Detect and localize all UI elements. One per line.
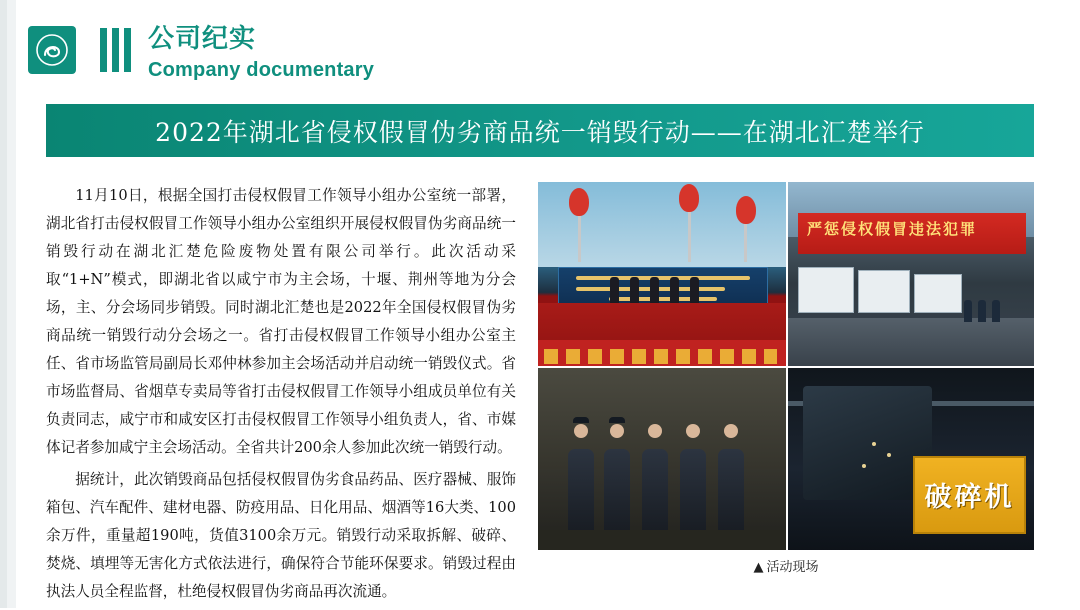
crusher-sign-text: 破碎机: [924, 482, 1015, 514]
caption-text: 活动现场: [766, 560, 819, 575]
three-bars-icon: [100, 28, 131, 72]
photo-crusher-machine: [788, 368, 1034, 550]
header-title-zh: 公司纪实: [148, 23, 257, 53]
photo-ceremony-stage: [538, 182, 786, 366]
company-spiral-logo-icon: [28, 26, 76, 74]
photo-red-banner-trucks: [788, 182, 1034, 366]
caption-triangle-icon: ▲: [753, 560, 764, 575]
red-slogan-banner: [798, 213, 1026, 253]
page-header: [0, 0, 1080, 96]
crusher-sign: [913, 456, 1026, 534]
article-paragraph-2: 据统计，此次销毁商品包括侵权假冒伪劣食品药品、医疗器械、服饰箱包、汽车配件、建材电器、防疫用品、日化用品、烟酒等16大类、100余万件，重量超190吨，货值3100余万元。销毁行动采取拆解、破碎、焚烧、填埋等无害化方式依法进行，确保符合节能环保要求。销毁过程由执法人员全程监督，杜绝侵权假冒伪劣商品再次流通。: [46, 471, 516, 600]
photo-caption: [538, 556, 1034, 575]
section-title-text: 2022年湖北省侵权假冒伪劣商品统一销毁行动——在湖北汇楚举行: [155, 117, 925, 147]
photo-officials-inspection: [538, 368, 786, 550]
article-body: [46, 182, 516, 610]
header-title-en: Company documentary: [148, 59, 375, 81]
article-paragraph-1: 11月10日，根据全国打击侵权假冒工作领导小组办公室统一部署，湖北省打击侵权假冒工作领导小组办公室组织开展侵权假冒伪劣商品统一销毁行动在湖北汇楚危险废物处置有限公司举行。此次活动采取“1+N”模式，即湖北省以咸宁市为主会场，十堰、荆州等地为分会场，主、分会场同步销毁。同时湖北汇楚也是2022年全国侵权假冒伪劣商品统一销毁行动分会场之一。省打击侵权假冒工作领导小组办公室主任、省市场监管局副局长邓仲林参加主会场活动并启动统一销毁仪式。省市场监督局、省烟草专卖局等省打击侵权假冒工作领导小组成员单位有关负责同志，咸宁市和咸安区打击侵权假冒工作领导小组负责人，省、市媒体记者参加咸宁主会场活动。全省共计200余人参加此次统一销毁行动。: [46, 187, 516, 456]
photo-grid: [538, 182, 1034, 550]
section-title-banner: [46, 104, 1034, 157]
red-slogan-text: 严惩侵权假冒违法犯罪: [807, 220, 978, 239]
